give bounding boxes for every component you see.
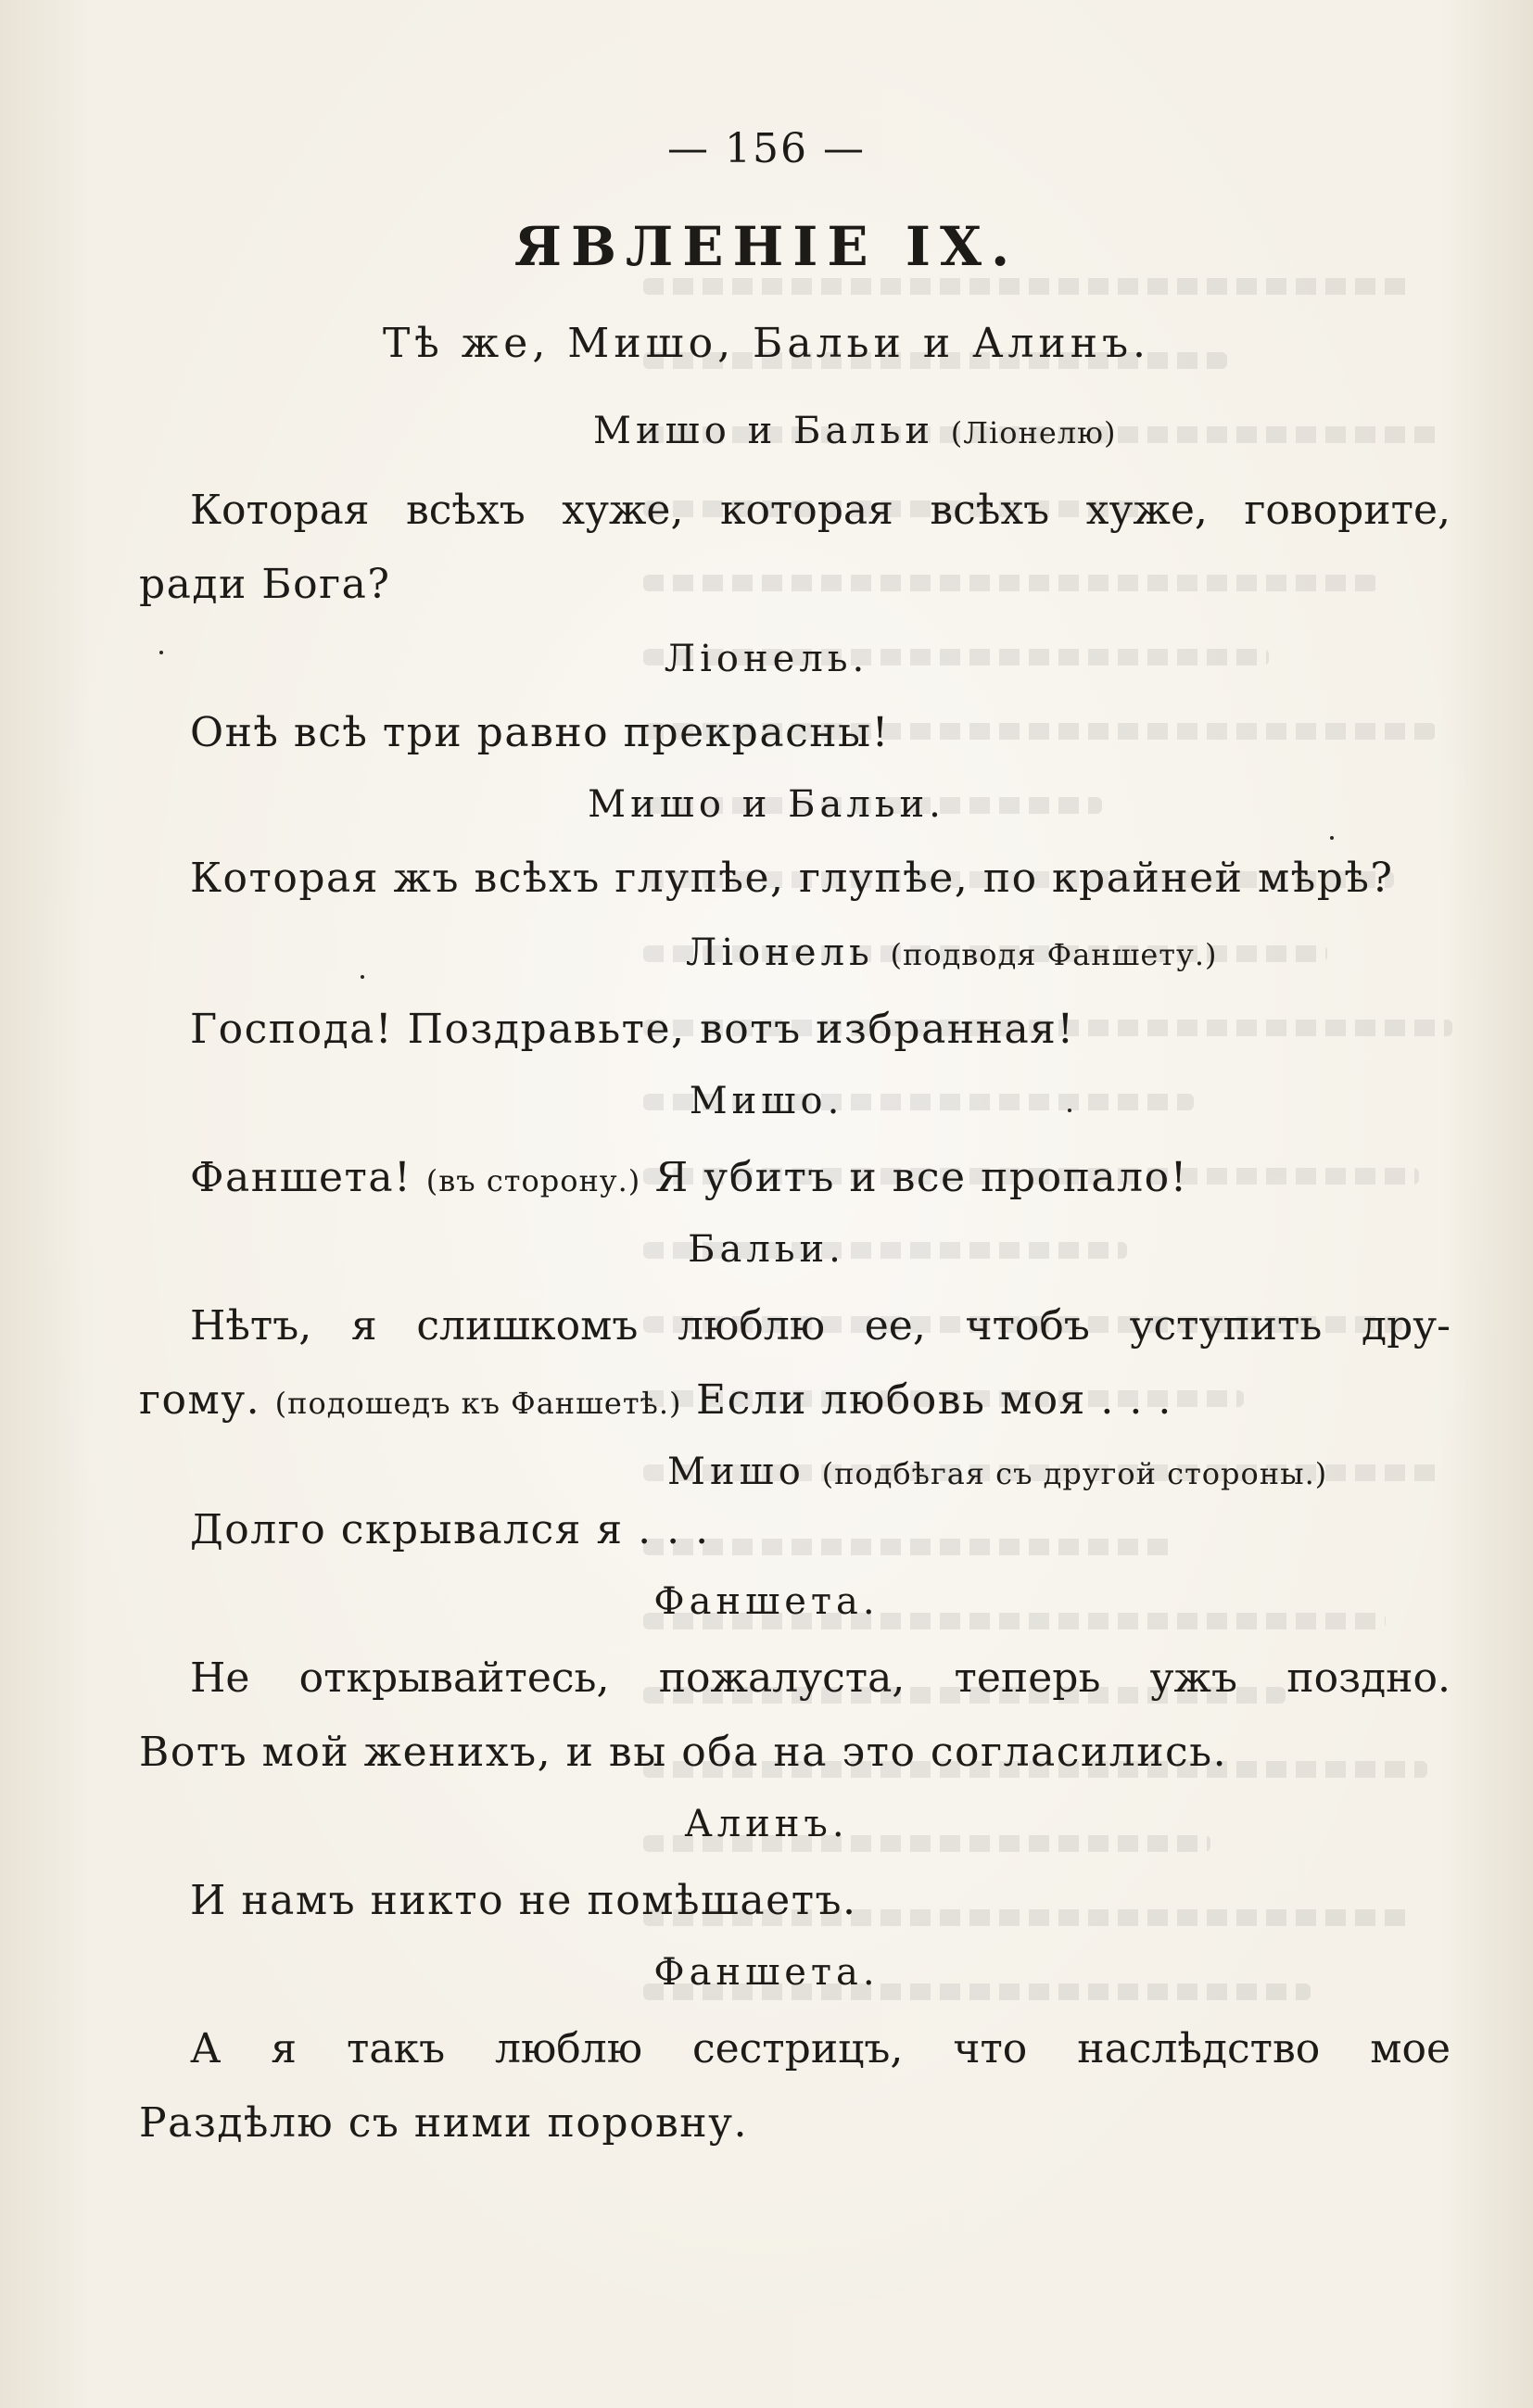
dialogue-line	[190, 1154, 1188, 1201]
paper-speck	[159, 651, 163, 654]
dialogue-line	[139, 1376, 1172, 1424]
dialogue-line: Вотъ мой женихъ, и вы оба на это согласились.	[139, 1729, 1228, 1776]
speaker-name: Мишо	[667, 1451, 805, 1493]
paper-speck	[1068, 1109, 1071, 1112]
bleed-through-texture	[643, 278, 1477, 2132]
stage-direction: (подводя Фаншету.)	[890, 937, 1218, 972]
dialogue-line: Нѣтъ, я слишкомъ люблю ее, чтобъ уступить дру-	[190, 1302, 1451, 1350]
speaker-heading	[686, 932, 1217, 974]
dialogue-text: Фаншета!	[190, 1154, 412, 1201]
speaker-heading	[667, 1451, 1327, 1493]
cast-list: Тѣ же, Мишо, Бальи и Алинъ.	[382, 320, 1151, 367]
dialogue-text: гому.	[139, 1376, 261, 1424]
dialogue-line: Которая жъ всѣхъ глупѣе, глупѣе, по крайней мѣрѣ?	[190, 855, 1394, 902]
page-number: — 156 —	[667, 125, 866, 172]
speaker-name: Бальи.	[688, 1228, 845, 1271]
speaker-name: Ліонель.	[664, 638, 869, 680]
speaker-name: Фаншета.	[653, 1951, 880, 1994]
stage-direction: (въ сторону.)	[425, 1163, 641, 1198]
speaker-name: Ліонель	[686, 932, 874, 974]
dialogue-line: Не открывайтесь, пожалуста, теперь ужъ поздно.	[190, 1654, 1451, 1702]
dialogue-line: И намъ никто не помѣшаетъ.	[190, 1877, 857, 1924]
speaker-name: Фаншета.	[653, 1580, 880, 1623]
scene-title: ЯВЛЕНІЕ IX.	[513, 215, 1020, 278]
stage-direction: (подбѣгая съ другой стороны.)	[821, 1456, 1328, 1491]
dialogue-line: Долго скрывался я . . .	[190, 1506, 710, 1553]
dialogue-line: А я такъ люблю сестрицъ, что наслѣдство мое	[190, 2025, 1451, 2072]
stage-direction: (Ліонелю)	[950, 415, 1117, 450]
dialogue-line: Онѣ всѣ три равно прекрасны!	[190, 709, 890, 756]
speaker-name: Алинъ.	[684, 1803, 849, 1845]
dialogue-line: Которая всѣхъ хуже, которая всѣхъ хуже, говорите,	[190, 487, 1451, 534]
speaker-name: Мишо.	[689, 1080, 844, 1122]
dialogue-text: Если любовь моя . . .	[695, 1376, 1172, 1424]
paper-speck	[1330, 836, 1334, 840]
paper-speck	[361, 975, 364, 979]
speaker-heading	[593, 410, 1116, 452]
speaker-name: Мишо и Бальи	[593, 410, 935, 452]
stage-direction: (подошедъ къ Фаншетѣ.)	[274, 1386, 682, 1421]
dialogue-line: Раздѣлю съ ними поровну.	[139, 2099, 748, 2147]
dialogue-line: Господа! Поздравьте, вотъ избранная!	[190, 1006, 1075, 1053]
dialogue-line: ради Бога?	[139, 561, 391, 608]
dialogue-text: Я убитъ и все пропало!	[654, 1154, 1188, 1201]
speaker-name: Мишо и Бальи.	[588, 783, 945, 826]
